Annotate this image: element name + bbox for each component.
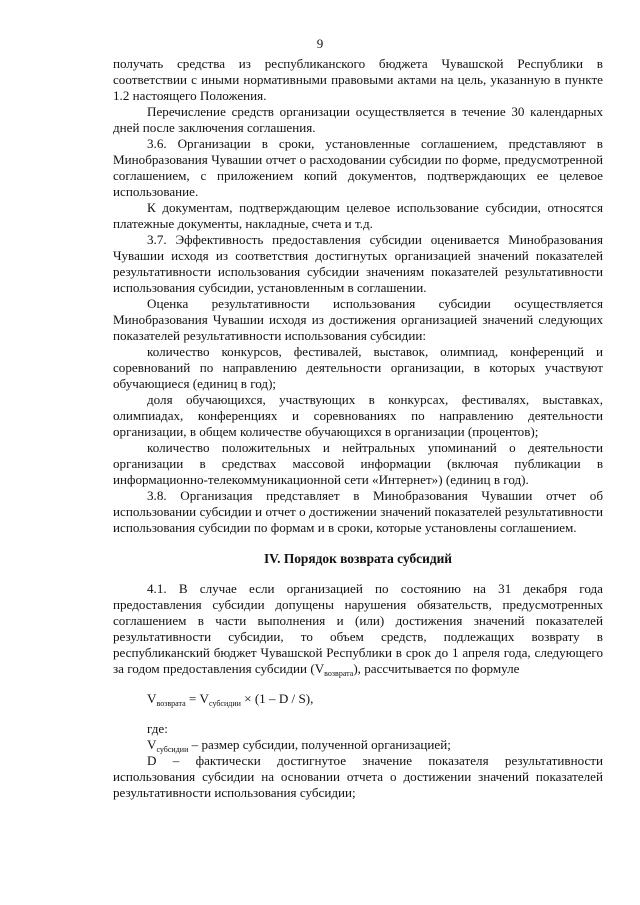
formula-sub-subsidy: субсидии — [209, 699, 241, 708]
indicator-students-share: доля обучающихся, участвующих в конкурсах, фестивалях, выставках, олимпиадах, конференциях и соревнованиях по направлению деятельности организации, в общем количестве обучающихся в организации (процентов); — [113, 392, 603, 439]
paragraph-4-1-subscript: возврата — [324, 669, 354, 678]
paragraph-3-7: 3.7. Эффективность предоставления субсидии оценивается Минобразования Чувашии исходя из соответствия достигнутых организацией значений показателей результативности использования субсидии значениям показателей результативности использования субсидии, установленным в соглашении. — [113, 232, 603, 295]
formula-equals: = V — [185, 691, 210, 706]
document-body — [113, 56, 603, 801]
paragraph-supporting-documents: К документам, подтверждающим целевое использование субсидии, относятся платежные документы, накладные, счета и т.д. — [113, 200, 603, 231]
definition-v-subsidy — [113, 737, 603, 753]
paragraph-transfer-terms: Перечисление средств организации осуществляется в течение 30 календарных дней после заключения соглашения. — [113, 104, 603, 135]
definition-v: V — [147, 737, 157, 752]
definition-d: D – фактически достигнутое значение показателя результативности использования субсидии на основании отчета о достижении значений показателей результативности использования субсидии; — [113, 753, 603, 800]
indicator-media-mentions: количество положительных и нейтральных упоминаний о деятельности организации в средствах массовой информации (включая публикации в информационно-телекоммуникационной сети «Интернет») (единиц в год). — [113, 440, 603, 487]
where-label: где: — [147, 721, 168, 736]
paragraph-3-6: 3.6. Организации в сроки, установленные соглашением, представляют в Минобразования Чувашии отчет о расходовании субсидии по форме, предусмотренной соглашением, с приложением копий документов, подтверждающих ее целевое использование. — [113, 136, 603, 199]
indicator-competitions-count: количество конкурсов, фестивалей, выставок, олимпиад, конференций и соревнований по направлению деятельности организации, в которых участвуют обучающиеся (единиц в год); — [113, 344, 603, 391]
section-heading: IV. Порядок возврата субсидий — [263, 551, 453, 566]
return-formula — [113, 691, 603, 707]
formula-rest: × (1 – D / S), — [240, 691, 314, 706]
paragraph-4-1-tail: ), рассчитывается по формуле — [353, 661, 520, 676]
page-number: 9 — [316, 36, 324, 51]
paragraph-4-1-text: 4.1. В случае если организацией по состоянию на 31 декабря года предоставления субсидии допущены нарушения обязательств, предусмотренных соглашением в части выполнения и (или) достижения значений показателей результативности субсидии, то объем средств, подлежащих возврату в республиканский бюджет Чувашской Республики в срок до 1 апреля года, следующего за годом предоставления субсидии (V — [113, 581, 603, 676]
paragraph-3-8: 3.8. Организация представляет в Минобразования Чувашии отчет об использовании субсидии и отчет о достижении значений показателей результативности использования субсидии по формам и в сроки, которые установлены соглашением. — [113, 488, 603, 535]
formula-sub-return: возврата — [156, 699, 186, 708]
paragraph-continued: получать средства из республиканского бюджета Чувашской Республики в соответствии с иными нормативными правовыми актами на цель, указанную в пункте 1.2 настоящего Положения. — [113, 56, 603, 103]
definition-v-text: – размер субсидии, полученной организацией; — [188, 737, 451, 752]
formula-v: V — [147, 691, 157, 706]
paragraph-evaluation: Оценка результативности использования субсидии осуществляется Минобразования Чувашии исходя из достижения организацией значений следующих показателей результативности использования субсидии: — [113, 296, 603, 343]
paragraph-4-1 — [113, 581, 603, 677]
definition-v-subscript: субсидии — [156, 745, 189, 754]
